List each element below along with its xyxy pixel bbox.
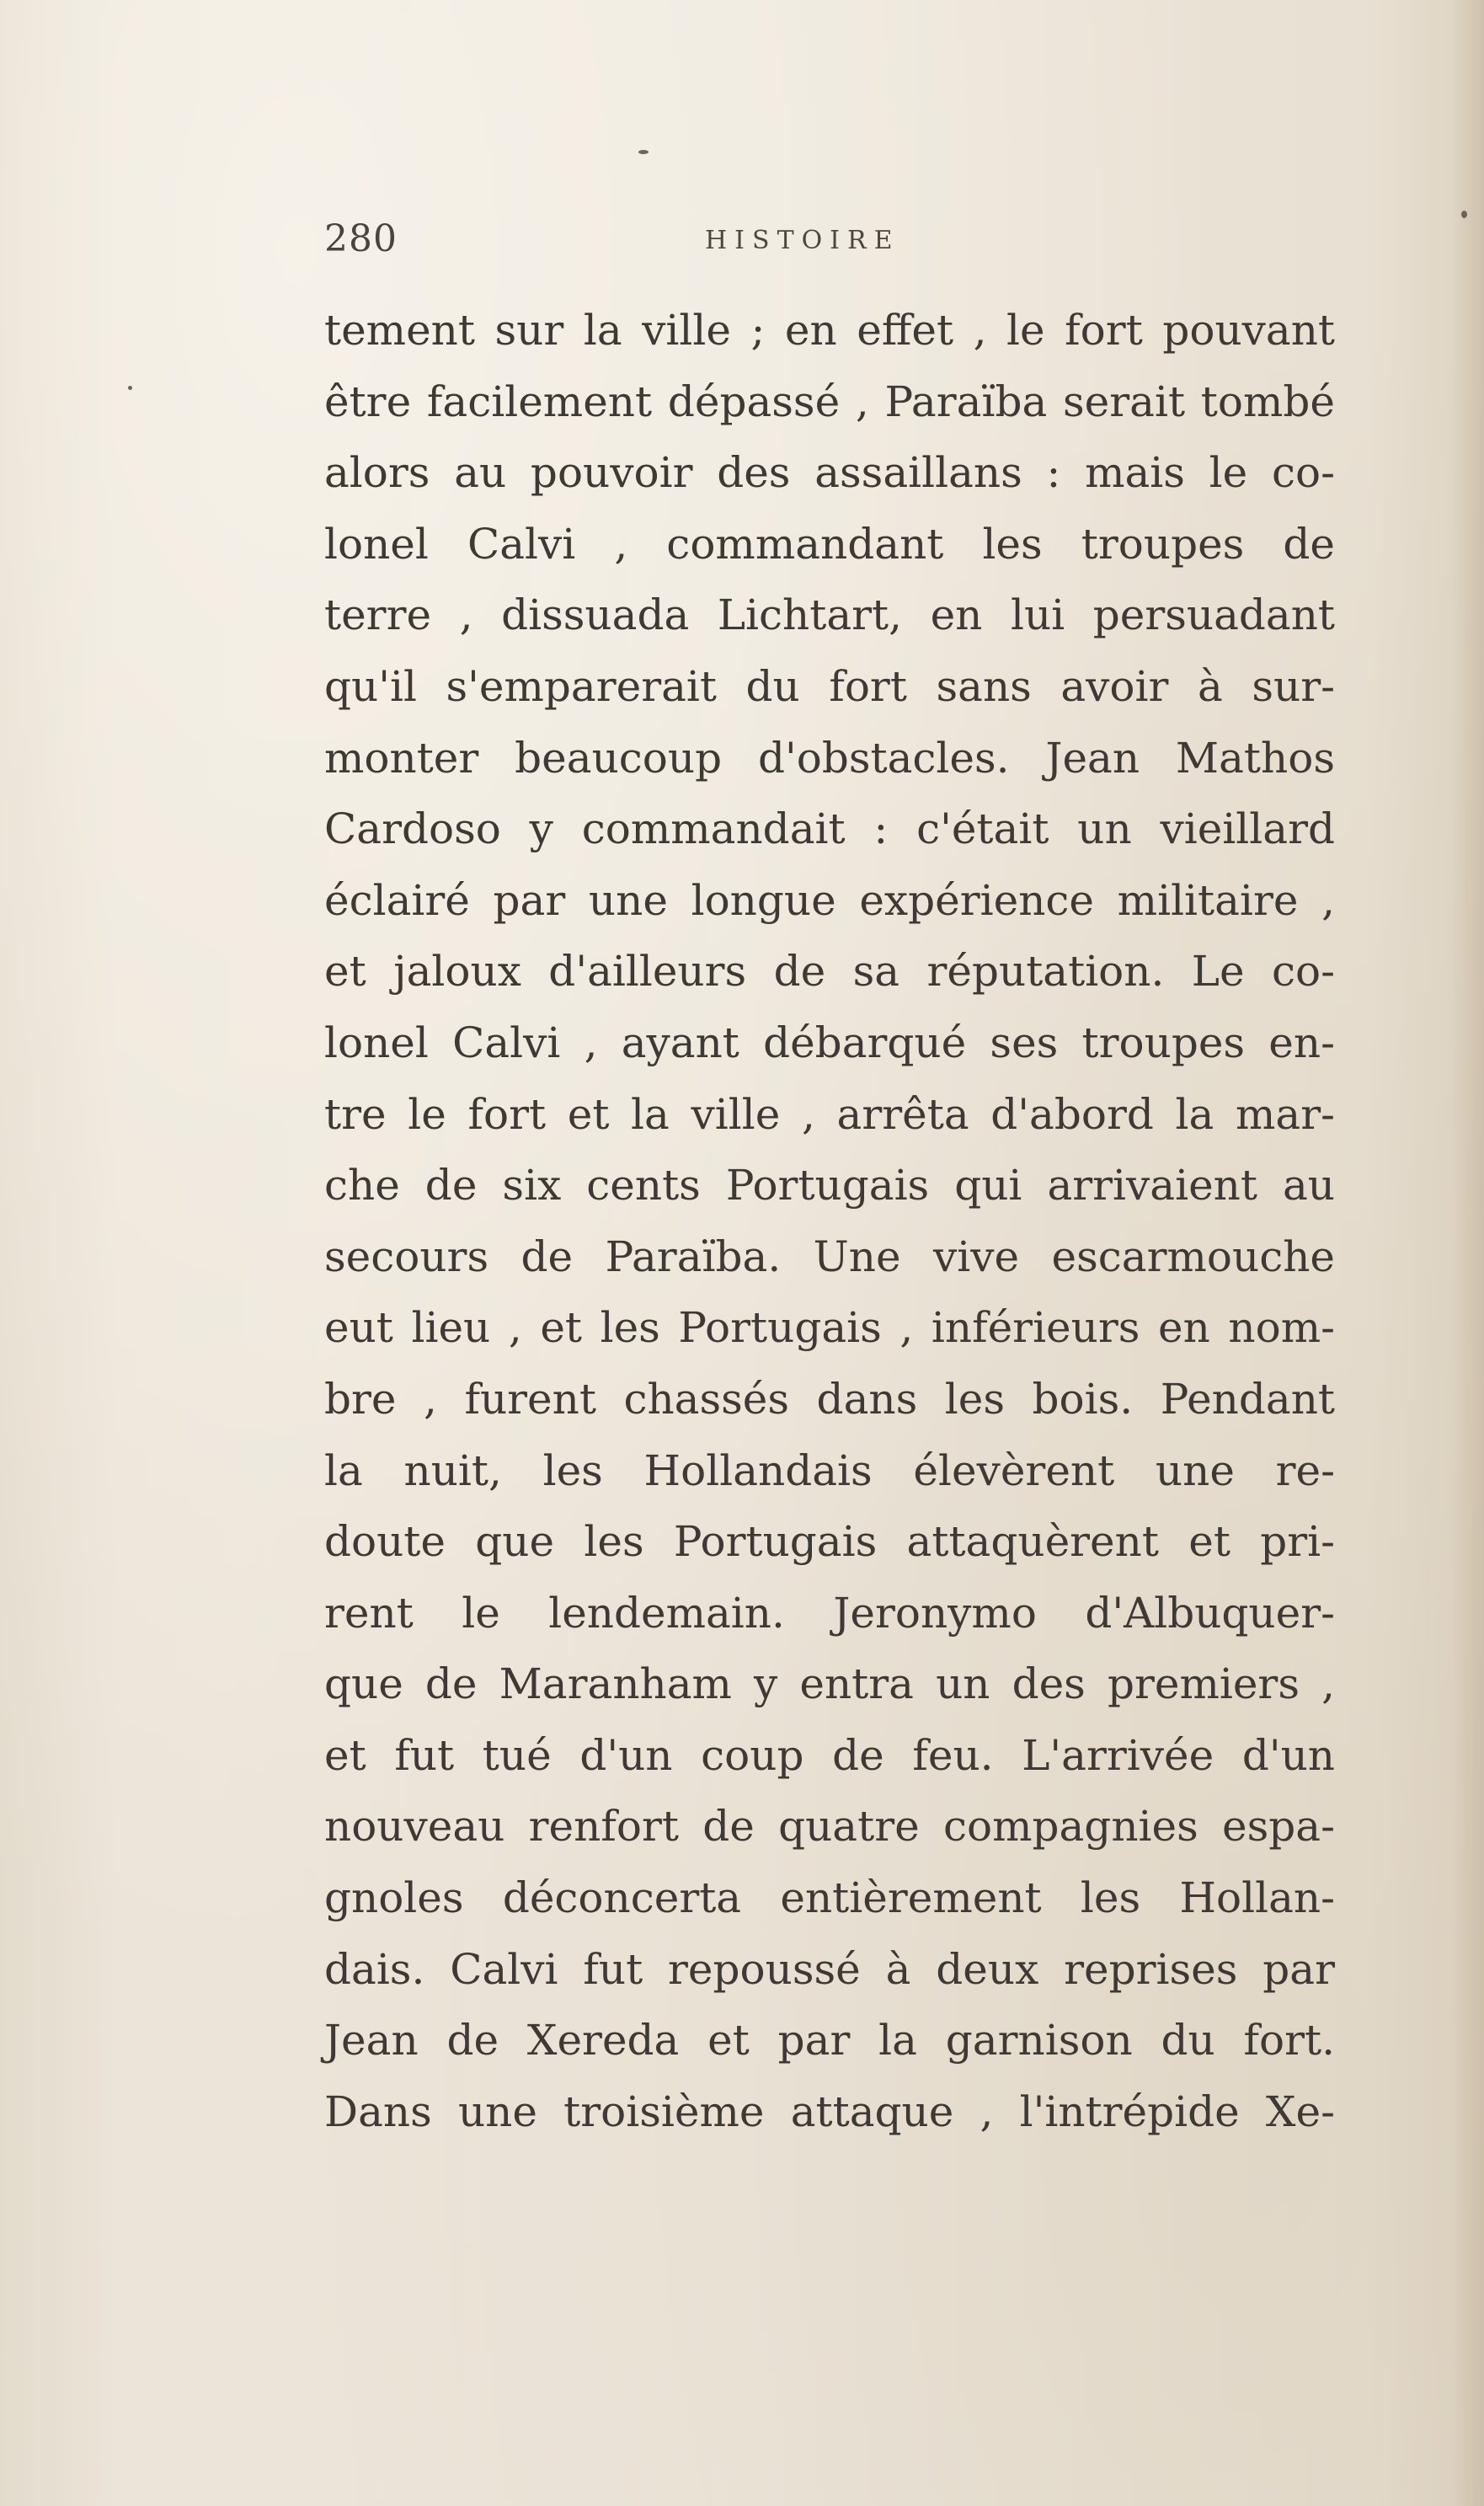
text-line: monter beaucoup d'obstacles. Jean Mathos: [324, 733, 1335, 783]
text-line: che de six cents Portugais qui arrivaient au: [324, 1161, 1335, 1210]
text-line: eut lieu , et les Portugais , inférieurs en nom-: [324, 1303, 1335, 1353]
page-edge-shading: [1450, 0, 1484, 2506]
text-line: et jaloux d'ailleurs de sa réputation. Le co-: [324, 947, 1335, 997]
text-line: Cardoso y commandait : c'était un vieillard: [324, 804, 1335, 854]
text-line: terre , dissuada Lichtart, en lui persuadant: [324, 590, 1335, 640]
text-line: et fut tué d'un coup de feu. L'arrivée d'un: [324, 1730, 1335, 1780]
text-line: dais. Calvi fut repoussé à deux reprises par: [324, 1944, 1335, 1994]
text-line: lonel Calvi , ayant débarqué ses troupes en-: [324, 1018, 1335, 1067]
ink-speck: [638, 150, 649, 154]
running-head: HISTOIRE: [705, 226, 900, 255]
text-line: tement sur la ville ; en effet , le fort pouvant: [324, 306, 1335, 355]
ink-speck: [128, 386, 132, 390]
text-line: qu'il s'emparerait du fort sans avoir à sur-: [324, 661, 1335, 711]
text-line: nouveau renfort de quatre compagnies espa-: [324, 1802, 1335, 1851]
body-text: [324, 295, 1335, 2147]
text-line: Jean de Xereda et par la garnison du fort.: [324, 2016, 1335, 2065]
text-line: secours de Paraïba. Une vive escarmouche: [324, 1232, 1335, 1281]
text-line: lonel Calvi , commandant les troupes de: [324, 519, 1335, 569]
text-line: être facilement dépassé , Paraïba serait tombé: [324, 377, 1335, 426]
text-line: gnoles déconcerta entièrement les Hollan-: [324, 1873, 1335, 1923]
text-line: doute que les Portugais attaquèrent et pri-: [324, 1517, 1335, 1567]
text-line: Dans une troisième attaque , l'intrépide Xe-: [324, 2087, 1335, 2136]
text-line: alors au pouvoir des assaillans : mais le co-: [324, 448, 1335, 498]
text-line: bre , furent chassés dans les bois. Pendant: [324, 1374, 1335, 1424]
text-line: que de Maranham y entra un des premiers ,: [324, 1659, 1335, 1709]
text-line: rent le lendemain. Jeronymo d'Albuquer-: [324, 1588, 1335, 1638]
text-line: tre le fort et la ville , arrêta d'abord la mar-: [324, 1089, 1335, 1139]
text-line: éclairé par une longue expérience militaire ,: [324, 875, 1335, 925]
ink-speck: [1461, 211, 1467, 218]
page-number: 280: [324, 217, 398, 260]
text-line: la nuit, les Hollandais élevèrent une re-: [324, 1445, 1335, 1495]
page-header: [324, 217, 1335, 276]
